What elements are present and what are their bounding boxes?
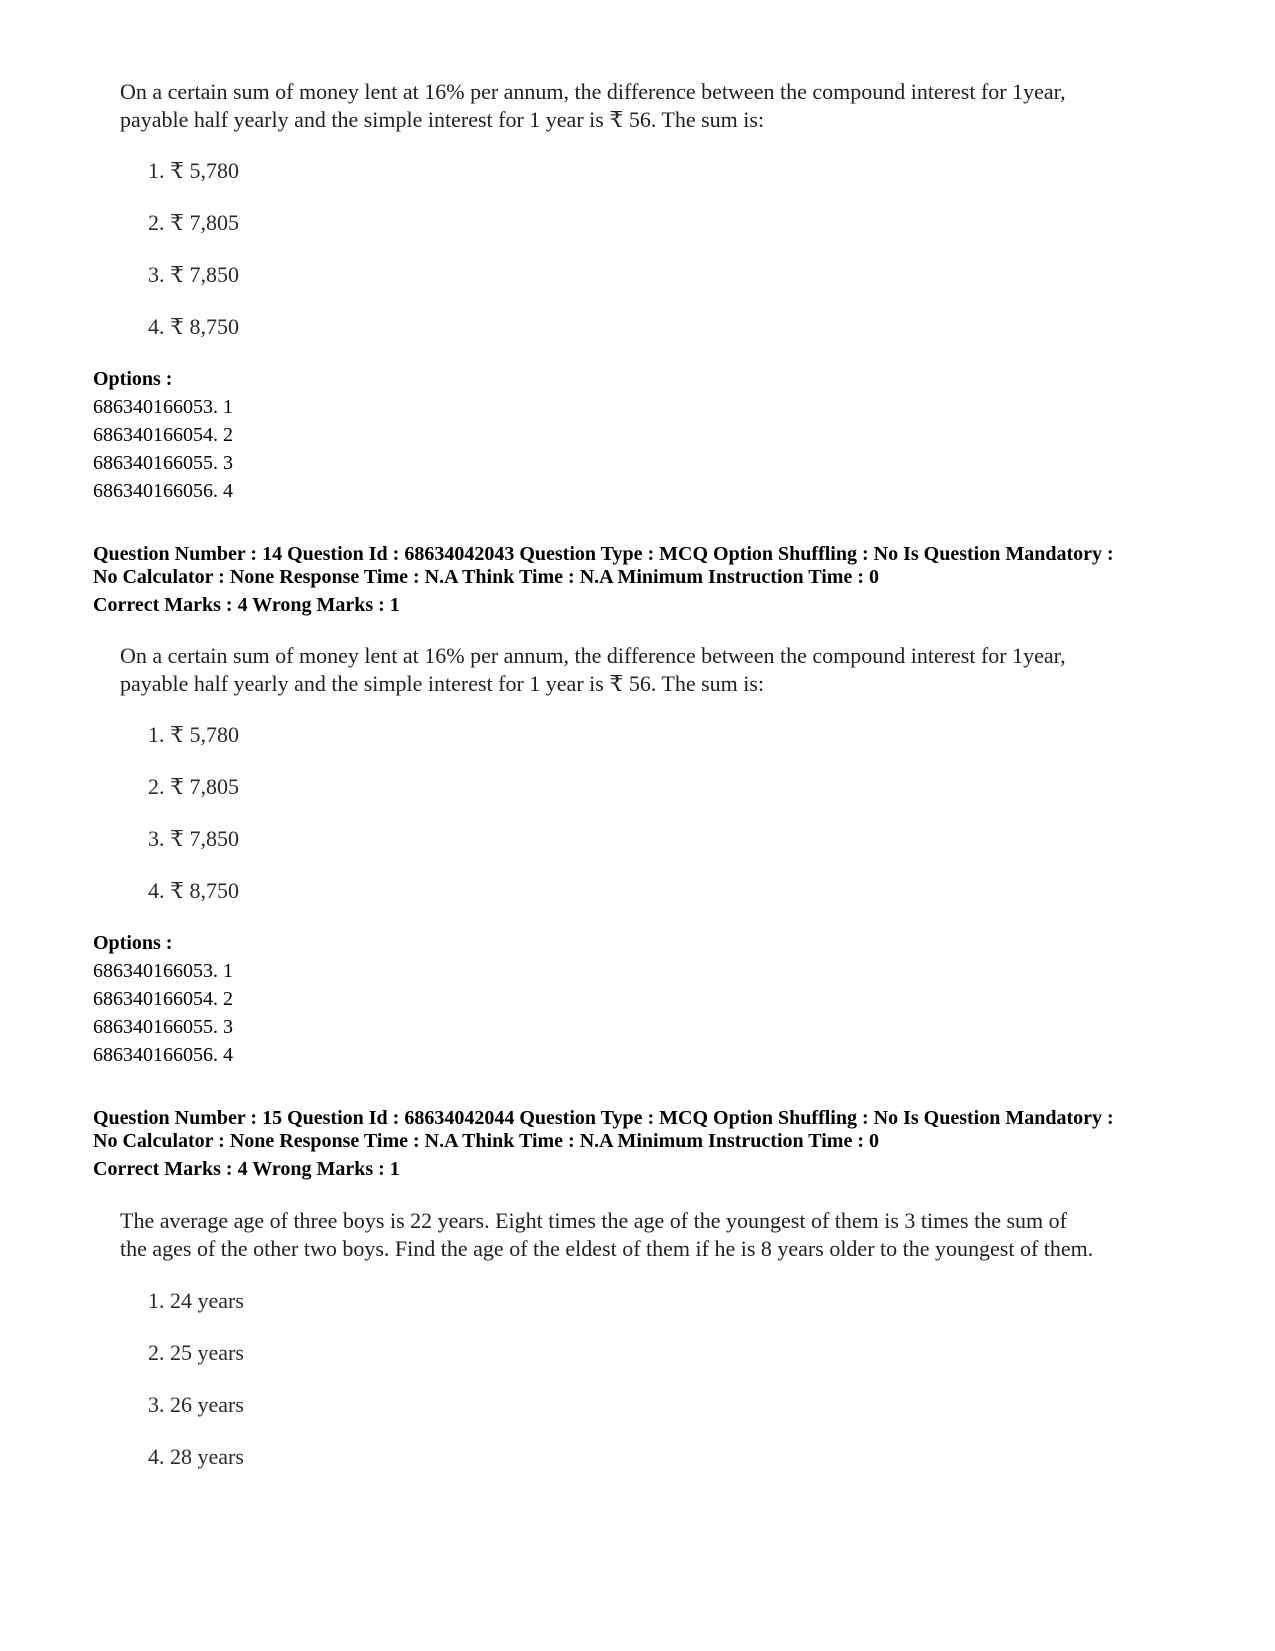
choice-4: 4. 28 years bbox=[148, 1444, 244, 1469]
question-text bbox=[120, 78, 1200, 134]
option-id-row: 686340166055. 3 bbox=[93, 452, 233, 474]
choice-3: 3. ₹ 7,850 bbox=[148, 826, 239, 851]
option-id-row: 686340166055. 3 bbox=[93, 1016, 233, 1038]
choice-2: 2. ₹ 7,805 bbox=[148, 210, 239, 235]
question-meta-line: No Calculator : None Response Time : N.A Think Time : N.A Minimum Instruction Time : 0 bbox=[93, 1130, 879, 1152]
question-line: The average age of three boys is 22 years. Eight times the age of the youngest of them is 3 times the sum of bbox=[120, 1208, 1067, 1233]
option-id-row: 686340166056. 4 bbox=[93, 1044, 233, 1066]
choice-3: 3. 26 years bbox=[148, 1392, 244, 1417]
option-id-row: 686340166053. 1 bbox=[93, 396, 233, 418]
option-id-row: 686340166056. 4 bbox=[93, 480, 233, 502]
choice-2: 2. 25 years bbox=[148, 1340, 244, 1365]
question-meta-line: Question Number : 14 Question Id : 68634042043 Question Type : MCQ Option Shuffling : No Is Question Mandatory : bbox=[93, 543, 1114, 565]
option-id-row: 686340166053. 1 bbox=[93, 960, 233, 982]
question-line: payable half yearly and the simple interest for 1 year is ₹ 56. The sum is: bbox=[120, 671, 765, 696]
choice-1: 1. ₹ 5,780 bbox=[148, 158, 239, 183]
question-marks: Correct Marks : 4 Wrong Marks : 1 bbox=[93, 1158, 400, 1180]
option-id-row: 686340166054. 2 bbox=[93, 424, 233, 446]
options-heading: Options : bbox=[93, 932, 173, 954]
question-line: the ages of the other two boys. Find the age of the eldest of them if he is 8 years older to the youngest of them. bbox=[120, 1236, 1094, 1261]
choice-1: 1. 24 years bbox=[148, 1288, 244, 1313]
option-id-row: 686340166054. 2 bbox=[93, 988, 233, 1010]
options-heading: Options : bbox=[93, 368, 173, 390]
choice-2: 2. ₹ 7,805 bbox=[148, 774, 239, 799]
question-line: On a certain sum of money lent at 16% per annum, the difference between the compound interest for 1year, bbox=[120, 643, 1066, 668]
choice-1: 1. ₹ 5,780 bbox=[148, 722, 239, 747]
question-line: On a certain sum of money lent at 16% per annum, the difference between the compound interest for 1year, bbox=[120, 79, 1066, 104]
question-meta-line: No Calculator : None Response Time : N.A Think Time : N.A Minimum Instruction Time : 0 bbox=[93, 566, 879, 588]
choice-4: 4. ₹ 8,750 bbox=[148, 878, 239, 903]
question-line: payable half yearly and the simple interest for 1 year is ₹ 56. The sum is: bbox=[120, 107, 765, 132]
question-text bbox=[120, 642, 1200, 698]
question-text bbox=[120, 1207, 1200, 1263]
choice-4: 4. ₹ 8,750 bbox=[148, 314, 239, 339]
question-marks: Correct Marks : 4 Wrong Marks : 1 bbox=[93, 594, 400, 616]
question-meta-line: Question Number : 15 Question Id : 68634042044 Question Type : MCQ Option Shuffling : No Is Question Mandatory : bbox=[93, 1107, 1114, 1129]
choice-3: 3. ₹ 7,850 bbox=[148, 262, 239, 287]
